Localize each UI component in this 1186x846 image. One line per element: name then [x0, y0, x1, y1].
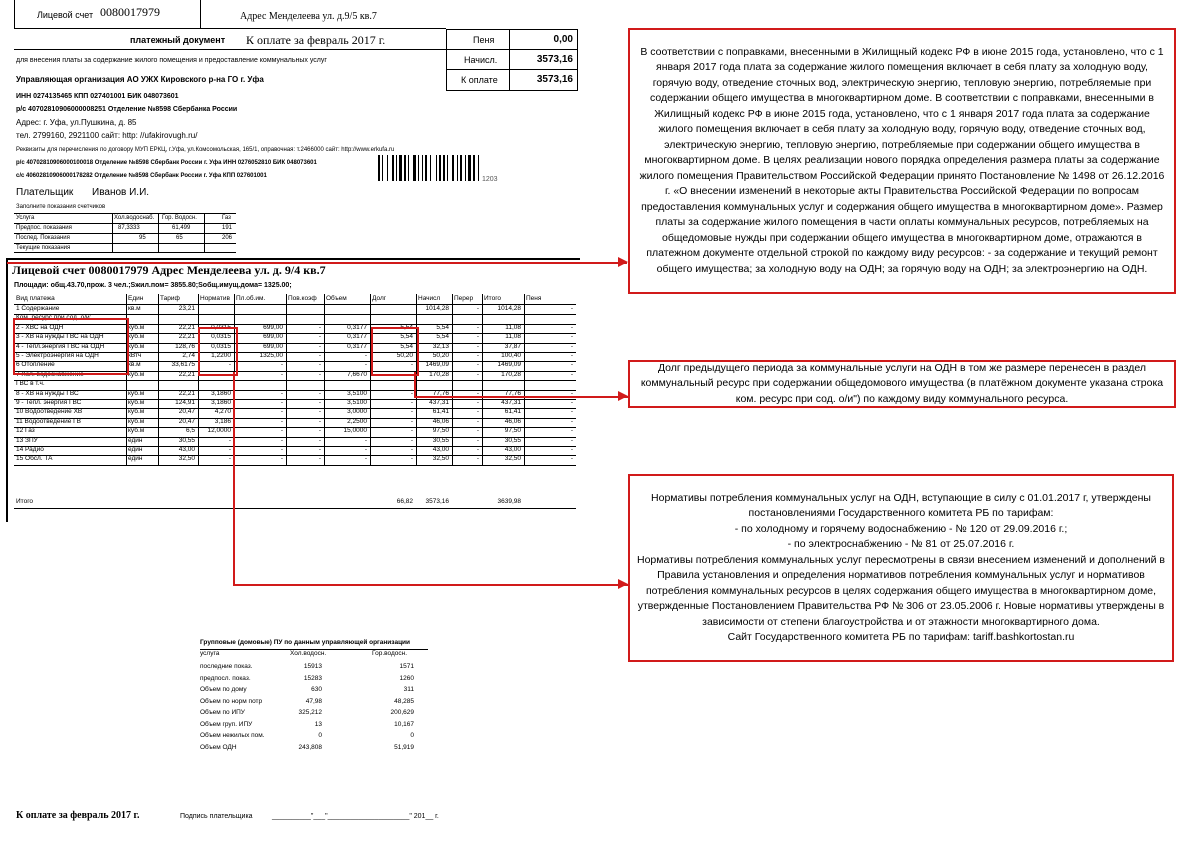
group-meters-table [200, 640, 430, 760]
bill-cell: - [364, 436, 367, 444]
group-title: Групповые (домовые) ПУ по данным управляющей организации [200, 639, 411, 646]
bill-cell: 3,5100 [347, 389, 367, 397]
bill-cell: - [570, 436, 573, 444]
bill-cell: - [476, 455, 479, 463]
bill-cell: - [410, 446, 413, 453]
bill-cell: 30,55 [432, 436, 449, 444]
bill-row-label: 10 Водоотведение ХВ [16, 408, 83, 416]
bill-cell: 5,54 [400, 323, 413, 331]
group-row-label: Объем по норм потр [200, 697, 263, 705]
bill-header: Тариф [160, 295, 180, 302]
footer-topay: К оплате за февраль 2017 г. [16, 810, 140, 821]
acct-number: 0080017979 [100, 5, 160, 19]
group-cell: 47,98 [305, 697, 322, 705]
bill-cell: - [410, 389, 413, 397]
note-law-changes [628, 28, 1176, 294]
bill-cell: 43,00 [504, 446, 521, 453]
bill-cell: - [570, 446, 573, 453]
bill-cell: - [228, 436, 231, 444]
bill-cell: - [570, 389, 573, 397]
group-cell: 630 [311, 686, 322, 693]
bill-cell: 32,50 [432, 455, 449, 463]
bill-cell: 22,21 [178, 389, 195, 397]
bill-cell: 15,0000 [343, 427, 367, 435]
bill-cell: 3,0000 [347, 408, 367, 416]
bill-cell: куб.м [128, 408, 145, 416]
footer-sign-date: __________"___"_____________________" 201__ г. [272, 813, 439, 820]
highlight-normative [198, 323, 238, 376]
org-phone: тел. 2799160, 2921100 сайт: http: //ufakirovugh.ru/ [16, 131, 198, 140]
meters-cell: 206 [222, 235, 233, 241]
group-cell: 48,285 [394, 697, 414, 705]
meters-cell: 95 [139, 235, 146, 241]
bill-cell: - [228, 446, 231, 453]
bill-cell: 100,40 [501, 352, 521, 359]
bill-cell: - [476, 305, 479, 312]
bill-cell: - [570, 361, 573, 369]
bill-cell: 3,186 [214, 417, 231, 425]
bill-cell: 0,3177 [347, 333, 367, 341]
bill-row-label: 9 - Тепл. энергия ГВС [16, 399, 82, 406]
bill-cell: - [318, 323, 321, 331]
bill-cell: - [280, 370, 283, 378]
note-debt-transfer [628, 360, 1176, 408]
bill-cell: - [570, 427, 573, 435]
meters-header: Хол.водоснаб. [114, 215, 155, 221]
group-cell: 13 [314, 720, 322, 728]
group-cell: 15913 [303, 663, 322, 670]
bill-cell: 50,20 [432, 352, 449, 359]
bill-row-label: 12 Газ [16, 427, 35, 435]
bill-cell: 6,5 [185, 427, 195, 435]
bill-cell: - [280, 389, 283, 397]
bill-cell: - [280, 436, 283, 444]
bill-cell: - [280, 417, 283, 425]
note-normatives [628, 474, 1174, 662]
bill-cell: - [476, 389, 479, 397]
bill-cell: - [570, 333, 573, 341]
doc-purpose: для внесения платы за содержание жилого помещения и предоставление коммунальных услуг [16, 57, 327, 64]
bill-cell: 699,00 [263, 333, 283, 341]
bill-cell: - [476, 323, 479, 331]
bill-cell: - [476, 361, 479, 369]
bill-cell: 43,00 [178, 446, 195, 453]
meters-cell: Текущие показания [16, 245, 71, 251]
acct-label: Лицевой счет [37, 10, 94, 20]
bill-cell: - [364, 361, 367, 369]
bill-cell: - [364, 352, 367, 359]
highlight-odn-rows [13, 318, 129, 375]
meters-cell: 61,499 [172, 225, 191, 231]
footer-sign-label: Подпись плательщика [180, 813, 253, 820]
group-row-label: Объем по дому [200, 686, 247, 693]
bill-header: Долг [372, 295, 387, 302]
bill-cell: 1014,28 [425, 305, 449, 312]
bill-cell: 12,0000 [207, 427, 231, 435]
org-line: Управляющая организация АО УЖХ Кировского р-на ГО г. Уфа [16, 75, 264, 84]
bill-cell: куб.м [128, 370, 145, 378]
bill-cell: куб.м [128, 399, 145, 406]
bill-cell: един [128, 436, 143, 444]
group-cell: 1260 [399, 674, 414, 682]
bill-cell: 4,270 [214, 408, 231, 416]
bill-cell: куб.м [128, 427, 145, 435]
highlight-debt [371, 323, 419, 376]
bill-cell: 30,55 [178, 436, 195, 444]
bill-cell: - [364, 455, 367, 463]
doc-type: платежный документ [130, 35, 226, 45]
bill-row-label: 8 - ХВ на нужды ГВС [16, 389, 79, 397]
payer-name: Иванов И.И. [92, 187, 150, 198]
account-line: р/с 40702810906000008251 Отделение №8598 Сбербанка России [16, 106, 238, 113]
bill-cell: - [364, 446, 367, 453]
bill-row-label: 3 - ХВ на нужды ГВС на ОДН [16, 333, 104, 341]
bill-cell: 50,20 [396, 352, 413, 359]
note-text: В соответствии с поправками, внесенными в Жилищный кодекс РФ в июне 2015 года, установлено, что с 1 января 2017 года плата за содержание жилого помещения включает в себя плату за холодную воду, горячую воду, отведение сточных вод, электрическую энергию, тепловую энергию, потребляемые при содержании общего имущества в многоквартирном доме. В соответствии с поправками, внесенными в Жилищный кодекс РФ в июне 2015 года, установлено, что с 1 января 2017 года плата за содержание жилого помещения включает в себя плату за холодную воду, горячую воду, отведение сточных вод, электрическую энергию, тепловую энергию, потребляемые при содержании общего имущества в многоквартирном доме. В целях реализации нового порядка определения размера платы за содержание жилого помещения Правительством Российской Федерации принято Постановление № 1498 от 26.12.2016 г. «О внесении изменений в некоторые акты Правительства Российской Федерации по вопросам предоставления коммунальных услуг и содержания общего имущества в многоквартирном доме». Размер платы за содержание жилого помещения в части оплаты коммунальных ресурсов, потребляемых на общедомовые нужды при содержании общего имущества в многоквартирном доме, отражаются в платежном документе отдельной строкой по каждому виду ресурсов: - за содержание и текущий ремонт общего имущества; за холодную воду на ОДН; за горячую воду на ОДН; за электроэнергию на ОДН. [639, 45, 1165, 275]
bill-cell: 20,47 [178, 408, 195, 416]
bill-row-label: 5 - Электроэнергия на ОДН [16, 352, 99, 359]
group-cell: 10,167 [394, 720, 414, 728]
bill-cell: 97,50 [432, 427, 449, 435]
bill-cell: 23,21 [178, 305, 195, 312]
note-text: Нормативы потребления коммунальных услуг на ОДН, вступающие в силу с 01.01.2017 г, утверждены постановлениями Государственного комитета РБ по тарифам: - по холодному и горячему водоснабжению - № 120 от 29.09.2016 г.; - по электроснабжению - № 81 от 25.07.2016 г. Нормативы потребления коммунальных услуг пересмотрены в связи внесением изменений и дополнений в Правила установления и определения нормативов потребления коммунальных услуг и нормативов потребления коммунальных ресурсов в целях содержания общего имущества в многоквартирном доме, утвержденные Постановлением Правительства РФ № 306 от 23.05.2006 г. Новые нормативы утверждены в зависимости от степени благоустройства и от этажности многоквартирного дома. Сайт Государственного комитета РБ по тарифам: tariff.bashkortostan.ru [637, 491, 1165, 643]
bill-cell: - [228, 455, 231, 463]
group-cell: 1571 [399, 663, 414, 670]
summary-topay-label: К оплате [461, 75, 498, 85]
bill-cell: 699,00 [263, 342, 283, 350]
top-address: Адрес Менделеева ул. д.9/5 кв.7 [240, 11, 377, 22]
bill-cell: - [570, 323, 573, 331]
bill-cell: - [476, 399, 479, 406]
group-cell: 325,212 [298, 709, 322, 716]
bill-cell: 61,41 [504, 408, 521, 416]
bill-cell: - [570, 305, 573, 312]
bill-header: Вид платежа [16, 295, 55, 302]
arrow-2 [618, 391, 628, 401]
group-row-label: Объем по ИПУ [200, 709, 245, 716]
bill-cell: куб.м [128, 389, 145, 397]
bill-cell: кВтч [128, 352, 142, 359]
bill-cell: - [410, 408, 413, 416]
bill-title: Лицевой счет 0080017979 Адрес Менделеева ул. д. 9/4 кв.7 [12, 263, 326, 277]
bill-row-label: 15 Обсл. ТА [16, 455, 53, 463]
bill-cell: 33,6175 [171, 361, 195, 369]
bill-cell: 32,50 [504, 455, 521, 463]
bill-cell: - [570, 455, 573, 463]
bill-cell: - [476, 446, 479, 453]
summary-peni-value: 0,00 [553, 34, 573, 45]
bill-cell: 1469,09 [497, 361, 521, 369]
bill-cell: 437,31 [501, 399, 521, 406]
bill-cell: 0,3177 [347, 342, 367, 350]
bill-cell: - [318, 446, 321, 453]
summary-box [446, 29, 578, 91]
bill-cell: 11,08 [505, 323, 521, 331]
meters-caption: Заполните показания счетчиков [16, 204, 106, 210]
group-cell: 200,629 [390, 709, 414, 716]
group-cell: 15283 [303, 674, 322, 682]
bill-cell: 1325,00 [259, 352, 283, 359]
bill-total-sum: 3639,98 [497, 497, 521, 505]
bill-cell: - [318, 455, 321, 463]
group-header: услуга [200, 650, 220, 657]
bill-cell: 1,2200 [211, 352, 231, 359]
bill-cell: 0,0315 [211, 333, 231, 341]
bill-cell: 5,54 [400, 342, 413, 350]
payer-label: Плательщик [16, 187, 74, 198]
bill-cell: 11,08 [505, 333, 521, 341]
bill-cell: куб.м [128, 342, 145, 350]
bill-cell: 128,76 [175, 342, 195, 350]
bill-cell: 7,6670 [347, 370, 367, 378]
bill-row-label: 4 - Тепл.энергия ГВС на ОДН [16, 342, 105, 350]
bill-cell: 20,47 [178, 417, 195, 425]
bill-cell: - [318, 333, 321, 341]
bill-cell: - [280, 361, 283, 369]
bill-cell: 5,54 [400, 333, 413, 341]
bill-cell: 22,21 [178, 333, 195, 341]
bill-cell: - [476, 417, 479, 425]
bill-row-label: 11 Водоотведение ГВ [16, 417, 81, 425]
bill-total-debt: 66,82 [396, 497, 413, 505]
bill-cell: - [570, 399, 573, 406]
bill-cell: - [318, 370, 321, 378]
bill-cell: 2,74 [182, 352, 195, 359]
bill-cell: - [318, 436, 321, 444]
agent-account: р/с 40702810906000100018 Отделение №8598 Сбербанк России г. Уфа ИНН 0276052810 БИК 048073601 [16, 160, 317, 166]
bill-cell: 699,00 [263, 323, 283, 331]
bill-cell: - [570, 352, 573, 359]
doc-title: К оплате за февраль 2017 г. [246, 33, 386, 47]
bill-row-label: 6 Отопление [16, 361, 55, 369]
bill-cell: 1469,09 [425, 361, 449, 369]
bill-header: Пеня [526, 295, 542, 302]
bill-cell: 46,06 [504, 417, 521, 425]
bill-cell: - [280, 455, 283, 463]
bill-cell: - [476, 436, 479, 444]
bill-cell: - [318, 389, 321, 397]
meters-cell: Послед. Показания [16, 235, 70, 241]
bill-cell: 77,76 [504, 389, 521, 397]
bill-cell: 5,54 [436, 323, 449, 331]
barcode-number: 1203 [482, 176, 498, 183]
bill-cell: куб.м [128, 417, 145, 425]
group-cell: 243,808 [298, 743, 322, 751]
bill-cell: - [476, 333, 479, 341]
arrow-3 [618, 579, 628, 589]
group-cell: 311 [403, 686, 414, 693]
summary-charged-label: Начисл. [464, 55, 498, 65]
bill-cell: - [476, 370, 479, 378]
bill-cell: - [318, 399, 321, 406]
group-row-label: предпосл. показ. [200, 674, 251, 682]
summary-topay-value: 3573,16 [536, 74, 573, 85]
bill-cell: един [128, 446, 143, 453]
bill-cell: - [410, 455, 413, 463]
meters-header: Газ [222, 215, 231, 221]
bill-cell: 46,06 [432, 417, 449, 425]
group-row-label: Объем нежилых пом. [200, 732, 265, 739]
bill-cell: 30,55 [504, 436, 521, 444]
group-row-label: Объем груп. ИПУ [200, 720, 253, 728]
bill-cell: 22,21 [178, 370, 195, 378]
bill-cell: - [228, 361, 231, 369]
bill-cell: 3,1860 [211, 389, 231, 397]
bill-cell: 437,31 [429, 399, 449, 406]
bill-cell: 43,00 [432, 446, 449, 453]
group-cell: 0 [318, 732, 322, 739]
bill-cell: - [228, 370, 231, 378]
bill-header: Пл.об.им. [236, 295, 266, 302]
bill-cell: - [476, 352, 479, 359]
group-header: Гор.водосн. [372, 650, 408, 657]
connector-2v [414, 372, 416, 398]
connector-3v [233, 372, 235, 586]
bill-total-label: Итого [16, 497, 34, 505]
bill-cell: куб.м [128, 333, 145, 341]
bill-cell: - [410, 417, 413, 425]
bill-row-label: 1 Содержание [16, 305, 60, 312]
bill-cell: - [318, 352, 321, 359]
bill-header: Итого [484, 295, 502, 302]
meters-cell: Предпос. показания [16, 225, 72, 231]
group-row-label: Объем ОДН [200, 743, 237, 751]
bill-cell: куб.м [128, 323, 145, 331]
bill-cell: - [280, 427, 283, 435]
bill-cell: - [410, 361, 413, 369]
meters-header: Услуга [16, 215, 35, 221]
bill-cell: 37,87 [504, 342, 521, 350]
bill-cell: 3,5100 [347, 399, 367, 406]
bill-cell: - [476, 342, 479, 350]
bill-cell: 22,21 [178, 323, 195, 331]
arrow-1 [618, 257, 628, 267]
bill-cell: - [318, 342, 321, 350]
connector-1 [7, 262, 627, 264]
bill-cell: 77,76 [432, 389, 449, 397]
summary-peni-label: Пеня [473, 35, 495, 45]
bill-cell: 170,28 [429, 370, 449, 378]
bill-cell: 0,0315 [211, 323, 231, 331]
bill-cell: един [128, 455, 143, 463]
bill-cell: - [570, 370, 573, 378]
bill-cell: 3,1860 [211, 399, 231, 406]
bill-row-label: 7 Хол. водоснабжение [16, 370, 84, 378]
bill-cell: - [318, 427, 321, 435]
bill-cell: - [280, 399, 283, 406]
bill-cell: кв.м [128, 305, 141, 312]
org-address: Адрес: г. Уфа, ул.Пушкина, д. 85 [16, 118, 137, 127]
bill-cell: - [570, 342, 573, 350]
bill-cell: - [318, 361, 321, 369]
bill-cell: - [280, 408, 283, 416]
agent-account-2: с/с 40602810906000178282 Отделение №8598 Сбербанк России г. Уфа КПП 027601001 [16, 173, 267, 179]
meters-header: Гор. Водосн. [162, 215, 197, 221]
bill-header: Норматив [200, 295, 230, 302]
bill-cell: 124,91 [175, 399, 195, 406]
bill-cell: - [410, 370, 413, 378]
bill-cell: кв.м [128, 361, 141, 369]
meters-cell: 87,3333 [118, 225, 140, 231]
bill-cell: 5,54 [436, 333, 449, 341]
meters-table [14, 213, 236, 253]
connector-3 [233, 584, 628, 586]
bill-total-charged: 3573,16 [425, 497, 449, 505]
group-cell: 51,919 [394, 743, 414, 751]
bill-row-label: ГВС в т.ч. [16, 380, 45, 388]
bill-cell: - [476, 427, 479, 435]
bill-header: Пов.коэф [288, 295, 317, 302]
bill-cell: 97,50 [504, 427, 521, 435]
bill-cell: - [318, 408, 321, 416]
meters-cell: 191 [222, 225, 233, 231]
meters-cell: 65 [176, 235, 183, 241]
bill-cell: - [570, 417, 573, 425]
bill-cell: - [280, 446, 283, 453]
connector-2 [414, 396, 628, 398]
bill-cell: - [570, 408, 573, 416]
note-text: Долг предыдущего периода за коммунальные услуги на ОДН в том же размере перенесен в раздел коммунальный ресурс при содержании общедомового имущества (в платёжном документе указана строка ком. ресурс при сод. о/и") по каждому виду коммунального ресурса. [640, 361, 1164, 405]
bill-header: Начисл [418, 295, 441, 302]
bill-cell: 0,0315 [211, 342, 231, 350]
group-row-label: последние показ. [200, 663, 253, 670]
bill-header: Объем [326, 295, 347, 302]
bill-cell: 32,50 [178, 455, 195, 463]
bill-title-area [4, 262, 414, 287]
group-header: Хол.водосн. [290, 650, 327, 657]
bill-cell: 1014,28 [497, 305, 521, 312]
bill-cell: - [410, 399, 413, 406]
bill-cell: - [410, 436, 413, 444]
bill-row-label: 14 Радио [16, 446, 44, 453]
bill-header: Един [128, 295, 144, 302]
bill-row-label: 2 - ХВС на ОДН [16, 323, 64, 331]
bill-header: Перер [454, 295, 474, 302]
bill-areas: Площади: общ.43.70,прож. 3 чел.;Sжил.пом= 3855.80;Sобщ.имущ.дома= 1325.00; [14, 282, 292, 289]
bill-cell: - [410, 427, 413, 435]
bill-cell: 170,28 [501, 370, 521, 378]
inn-line: ИНН 0274135465 КПП 027401001 БИК 048073601 [16, 93, 179, 100]
bill-row-label: Ком. ресурс при сод. о/и: [16, 314, 92, 322]
bill-cell: 0,3177 [347, 323, 367, 331]
agent-line: Реквизиты для перечисления по договору МУП ЕРКЦ, г.Уфа, ул.Комсомольская, 165/1, оправочная: т.2466000 сайт: http://www.erkufa.ru [16, 147, 395, 153]
bill-cell: 2,2500 [347, 417, 367, 425]
bill-cell: - [476, 408, 479, 416]
bill-cell: - [318, 417, 321, 425]
bill-row-label: 13 ЗПУ [16, 436, 38, 444]
bill-cell: 32,13 [432, 342, 449, 350]
summary-charged-value: 3573,16 [536, 54, 573, 65]
bill-cell: 61,41 [432, 408, 449, 416]
group-cell: 0 [410, 732, 414, 739]
